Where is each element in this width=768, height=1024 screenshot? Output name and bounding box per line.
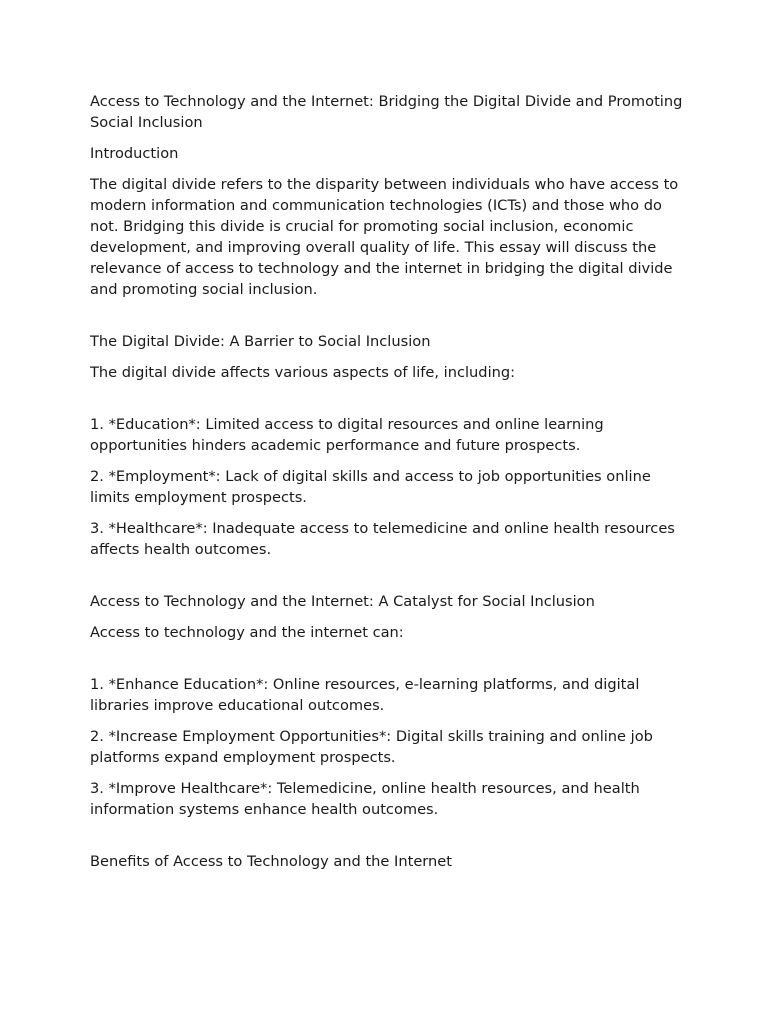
list-item: 1. *Enhance Education*: Online resources, e-learning platforms, and digital libraries improve educational outcomes. [90, 676, 640, 714]
intro-heading: Introduction [90, 145, 179, 162]
section2-heading: Access to Technology and the Internet: A Catalyst for Social Inclusion [90, 593, 595, 610]
section1-heading: The Digital Divide: A Barrier to Social Inclusion [90, 333, 431, 350]
list-item: 3. *Healthcare*: Inadequate access to telemedicine and online health resources affects health outcomes. [90, 520, 675, 558]
spacer [90, 310, 690, 331]
section2-lead: Access to technology and the internet can: [90, 624, 404, 641]
spacer [90, 830, 690, 851]
list-item: 2. *Employment*: Lack of digital skills and access to job opportunities online limits employment prospects. [90, 468, 651, 506]
spacer [90, 570, 690, 591]
section1-lead: The digital divide affects various aspects of life, including: [90, 364, 516, 381]
list-item: 3. *Improve Healthcare*: Telemedicine, online health resources, and health information systems enhance health outcomes. [90, 780, 640, 818]
document-body [90, 91, 690, 882]
document-title: Access to Technology and the Internet: Bridging the Digital Divide and Promoting Social Inclusion [90, 93, 683, 131]
intro-paragraph: The digital divide refers to the disparity between individuals who have access to modern information and communication technologies (ICTs) and those who do not. Bridging this divide is crucial for promoting social inclusion, economic development, and improving overall quality of life. This essay will discuss the relevance of access to technology and the internet in bridging the digital divide and promoting social inclusion. [90, 176, 679, 298]
list-item: 2. *Increase Employment Opportunities*: Digital skills training and online job platforms expand employment prospects. [90, 728, 653, 766]
spacer [90, 393, 690, 414]
spacer [90, 653, 690, 674]
list-item: 1. *Education*: Limited access to digital resources and online learning opportunities hinders academic performance and future prospects. [90, 416, 604, 454]
section3-heading: Benefits of Access to Technology and the Internet [90, 853, 452, 870]
